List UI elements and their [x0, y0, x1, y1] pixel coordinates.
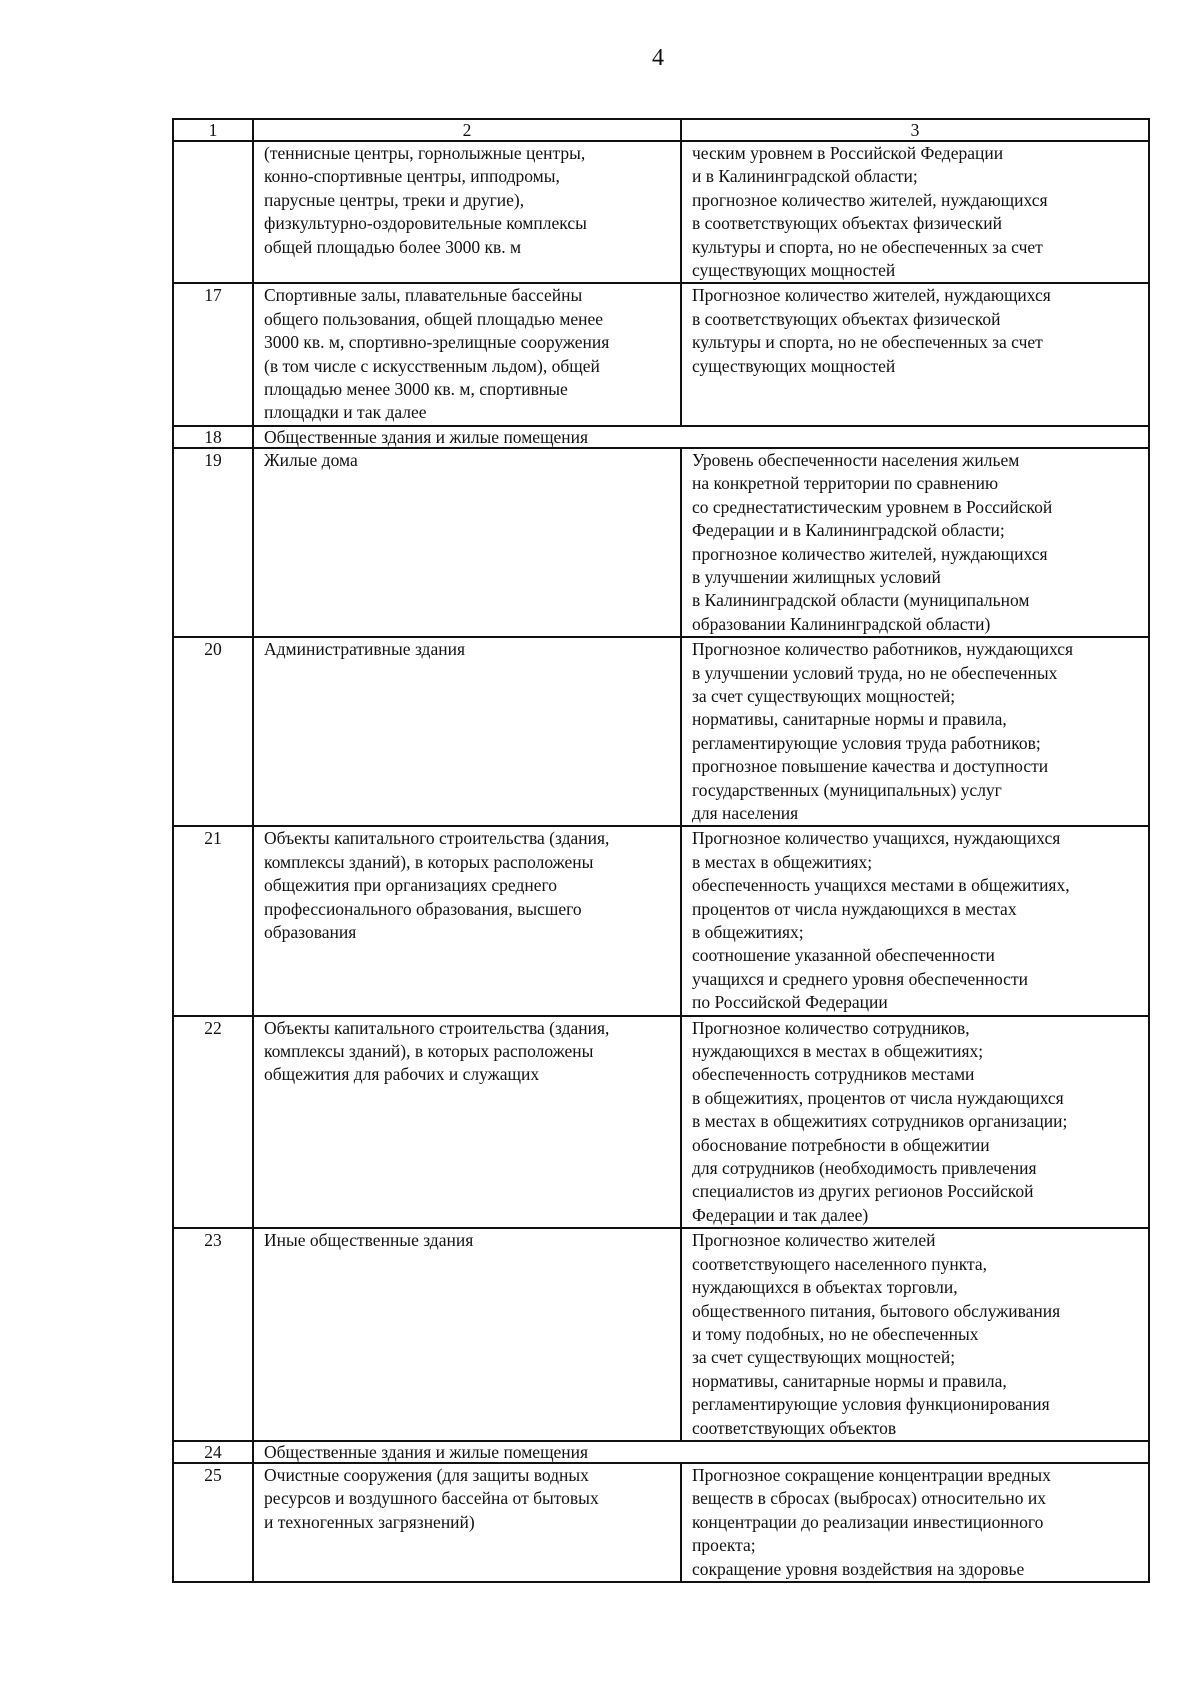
- row-number: 19: [173, 448, 253, 637]
- row-number: 18: [173, 426, 253, 448]
- criteria-cell: Прогнозное количество учащихся, нуждающихся в местах в общежитиях; обеспеченность учащихся местами в общежитиях, процентов от числа нуждающихся в местах в общежитиях; соотношение указанной обеспеченности учащихся и среднего уровня обеспеченности по Российской Федерации: [681, 826, 1149, 1015]
- table-row: [173, 1228, 1149, 1441]
- section-heading-cell: Общественные здания и жилые помещения: [253, 1441, 1149, 1463]
- row-number: 20: [173, 637, 253, 826]
- table-section-row: [173, 1441, 1149, 1463]
- table-row: [173, 1016, 1149, 1229]
- section-heading-cell: Общественные здания и жилые помещения: [253, 426, 1149, 448]
- row-number: 17: [173, 283, 253, 425]
- row-number: 21: [173, 826, 253, 1015]
- row-number: [173, 141, 253, 283]
- object-type-cell: Объекты капитального строительства (здания, комплексы зданий), в которых расположены общежития при организациях среднего профессионального образования, высшего образования: [253, 826, 681, 1015]
- object-type-cell: Спортивные залы, плавательные бассейны общего пользования, общей площадью менее 3000 кв. м, спортивно-зрелищные сооружения (в том числе с искусственным льдом), общей площадью менее 3000 кв. м, спортивные площадки и так далее: [253, 283, 681, 425]
- object-type-cell: Объекты капитального строительства (здания, комплексы зданий), в которых расположены общежития для рабочих и служащих: [253, 1016, 681, 1229]
- row-number: 23: [173, 1228, 253, 1441]
- criteria-table: [172, 118, 1150, 1583]
- row-number: 24: [173, 1441, 253, 1463]
- criteria-cell: Прогнозное сокращение концентрации вредных веществ в сбросах (выбросах) относительно их концентрации до реализации инвестиционного проекта; сокращение уровня воздействия на здоровье: [681, 1463, 1149, 1582]
- table-header-row: [173, 119, 1149, 141]
- criteria-cell: Уровень обеспеченности населения жильем на конкретной территории по сравнению со среднестатистическим уровнем в Российской Федерации и в Калининградской области; прогнозное количество жителей, нуждающихся в улучшении жилищных условий в Калининградской области (муниципальном образовании Калининградской области): [681, 448, 1149, 637]
- column-header-1: 1: [173, 119, 253, 141]
- object-type-cell: Иные общественные здания: [253, 1228, 681, 1441]
- criteria-cell: Прогнозное количество сотрудников, нуждающихся в местах в общежитиях; обеспеченность сотрудников местами в общежитиях, процентов от числа нуждающихся в местах в общежитиях сотрудников организации; обоснование потребности в общежитии для сотрудников (необходимость привлечения специалистов из других регионов Российской Федерации и так далее): [681, 1016, 1149, 1229]
- object-type-cell: (теннисные центры, горнолыжные центры, конно-спортивные центры, ипподромы, парусные центры, треки и другие), физкультурно-оздоровительные комплексы общей площадью более 3000 кв. м: [253, 141, 681, 283]
- object-type-cell: Очистные сооружения (для защиты водных ресурсов и воздушного бассейна от бытовых и техногенных загрязнений): [253, 1463, 681, 1582]
- table-row: [173, 141, 1149, 283]
- column-header-3: 3: [681, 119, 1149, 141]
- table-row: [173, 448, 1149, 637]
- row-number: 25: [173, 1463, 253, 1582]
- criteria-cell: Прогнозное количество жителей, нуждающихся в соответствующих объектах физической культуры и спорта, но не обеспеченных за счет существующих мощностей: [681, 283, 1149, 425]
- table-row: [173, 826, 1149, 1015]
- table-row: [173, 283, 1149, 425]
- table-row: [173, 1463, 1149, 1582]
- table-section-row: [173, 426, 1149, 448]
- page-number: 4: [652, 45, 664, 71]
- object-type-cell: Административные здания: [253, 637, 681, 826]
- criteria-cell: Прогнозное количество жителей соответствующего населенного пункта, нуждающихся в объектах торговли, общественного питания, бытового обслуживания и тому подобных, но не обеспеченных за счет существующих мощностей; нормативы, санитарные нормы и правила, регламентирующие условия функционирования соответствующих объектов: [681, 1228, 1149, 1441]
- table-row: [173, 637, 1149, 826]
- column-header-2: 2: [253, 119, 681, 141]
- row-number: 22: [173, 1016, 253, 1229]
- criteria-cell: ческим уровнем в Российской Федерации и в Калининградской области; прогнозное количество жителей, нуждающихся в соответствующих объектах физический культуры и спорта, но не обеспеченных за счет существующих мощностей: [681, 141, 1149, 283]
- object-type-cell: Жилые дома: [253, 448, 681, 637]
- criteria-cell: Прогнозное количество работников, нуждающихся в улучшении условий труда, но не обеспеченных за счет существующих мощностей; нормативы, санитарные нормы и правила, регламентирующие условия труда работников; прогнозное повышение качества и доступности государственных (муниципальных) услуг для населения: [681, 637, 1149, 826]
